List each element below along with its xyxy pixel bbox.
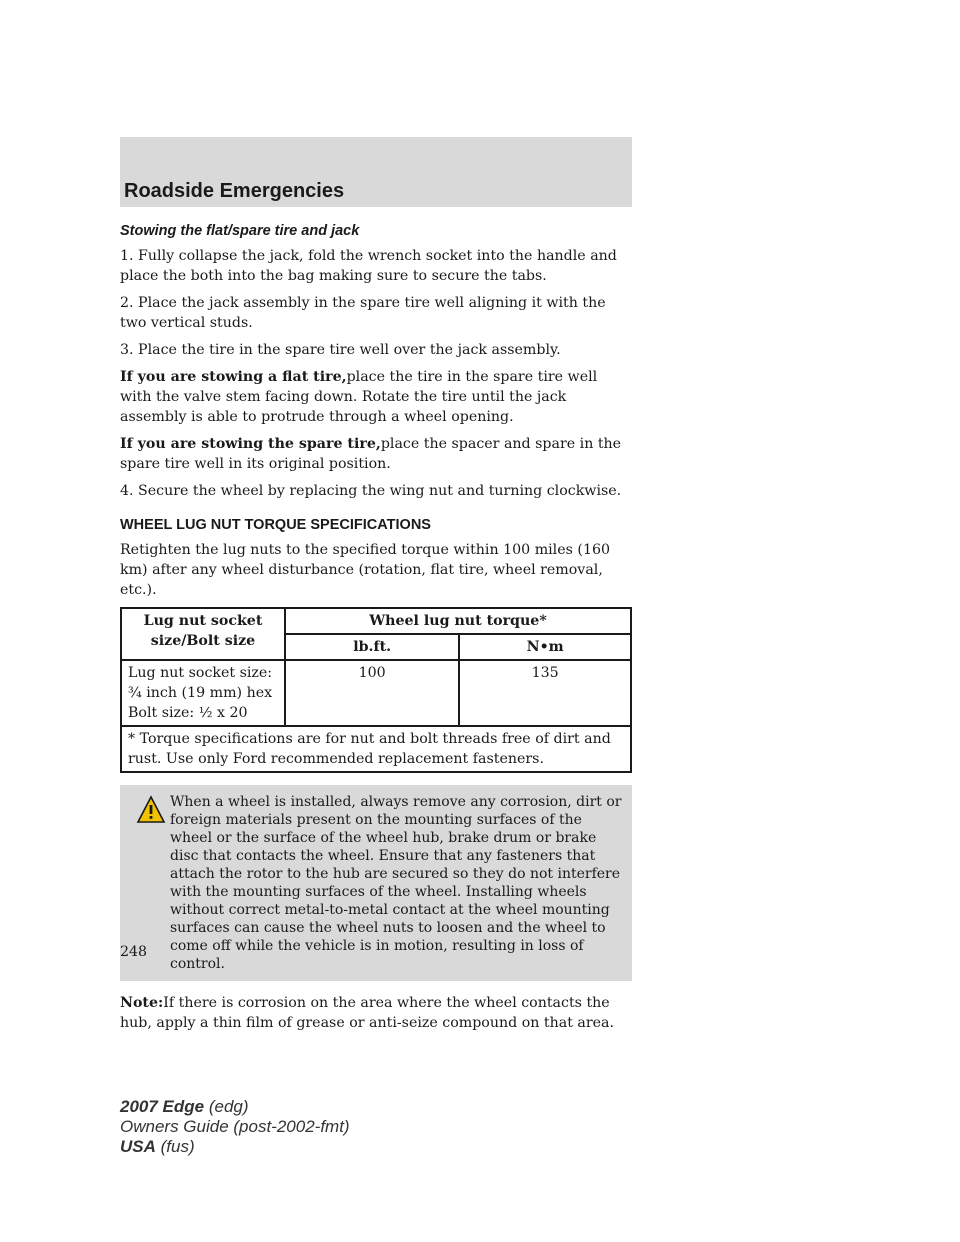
torque-table <box>120 607 632 773</box>
flat-tire-text: place the tire in the spare tire well with the valve stem facing down. Rotate the tire until the jack assembly is able to protrude through a wheel opening. <box>120 369 598 425</box>
spare-tire-lead: If you are stowing the spare tire, <box>120 436 381 452</box>
step-4: 4. Secure the wheel by replacing the wing nut and turning clockwise. <box>120 483 622 499</box>
step-2: 2. Place the jack assembly in the spare tire well aligning it with the two vertical studs. <box>120 295 606 331</box>
bolt-size-text: Bolt size: ½ x 20 <box>128 705 248 721</box>
page-number: 248 <box>120 944 148 960</box>
spare-tire-text: place the spacer and spare in the spare tire well in its original position. <box>120 436 622 472</box>
flat-tire-paragraph <box>120 367 632 427</box>
torque-heading: WHEEL LUG NUT TORQUE SPECIFICATIONS <box>120 517 431 533</box>
footer <box>120 1097 350 1157</box>
lbft-value: 100 <box>285 660 459 726</box>
socket-size-cell <box>121 660 285 726</box>
col-lbft-header: lb.ft. <box>285 634 459 660</box>
table-footnote: * Torque specifications are for nut and bolt threads free of dirt and rust. Use only Ford recommended replacement fasteners. <box>121 726 631 772</box>
torque-intro: Retighten the lug nuts to the specified torque within 100 miles (160 km) after any wheel disturbance (rotation, flat tire, wheel removal, etc.). <box>120 542 611 598</box>
footer-guide: Owners Guide (post-2002-fmt) <box>120 1117 350 1136</box>
note-lead: Note: <box>120 995 164 1011</box>
warning-text: When a wheel is installed, always remove any corrosion, dirt or foreign materials present on the mounting surfaces of the wheel or the surface of the wheel hub, brake drum or brake disc that contacts the wheel. Ensure that any fasteners that attach the rotor to the hub are secured so they do not interfere with the mounting surfaces of the wheel. Installing wheels without correct metal-to-metal contact at the wheel mounting surfaces can cause the wheel nuts to loosen and the wheel to come off while the vehicle is in motion, resulting in loss of control. <box>170 794 622 972</box>
col-torque-header: Wheel lug nut torque* <box>285 608 631 634</box>
page-title: Roadside Emergencies <box>124 180 345 202</box>
table-row <box>121 660 631 726</box>
col-nm-header: N•m <box>459 634 631 660</box>
footer-model-code: (edg) <box>208 1097 249 1116</box>
col-socket-header: Lug nut socket size/Bolt size <box>121 608 285 660</box>
flat-tire-lead: If you are stowing a flat tire, <box>120 369 347 385</box>
warning-box <box>120 785 632 981</box>
warning-triangle-icon <box>136 795 166 825</box>
step-3: 3. Place the tire in the spare tire well over the jack assembly. <box>120 342 561 358</box>
note-text: If there is corrosion on the area where the wheel contacts the hub, apply a thin film of grease or anti-seize compound on that area. <box>120 995 615 1031</box>
spare-tire-paragraph <box>120 434 632 474</box>
nm-value: 135 <box>459 660 631 726</box>
note-paragraph <box>120 993 632 1033</box>
step-1: 1. Fully collapse the jack, fold the wrench socket into the handle and place the both into the bag making sure to secure the tabs. <box>120 248 617 284</box>
footer-model: 2007 Edge <box>120 1097 205 1116</box>
footer-market: USA <box>120 1137 156 1156</box>
socket-size-text: Lug nut socket size: ¾ inch (19 mm) hex <box>128 665 273 701</box>
main-content <box>120 221 632 1040</box>
stowing-heading: Stowing the flat/spare tire and jack <box>120 223 360 239</box>
footer-market-code: (fus) <box>160 1137 195 1156</box>
